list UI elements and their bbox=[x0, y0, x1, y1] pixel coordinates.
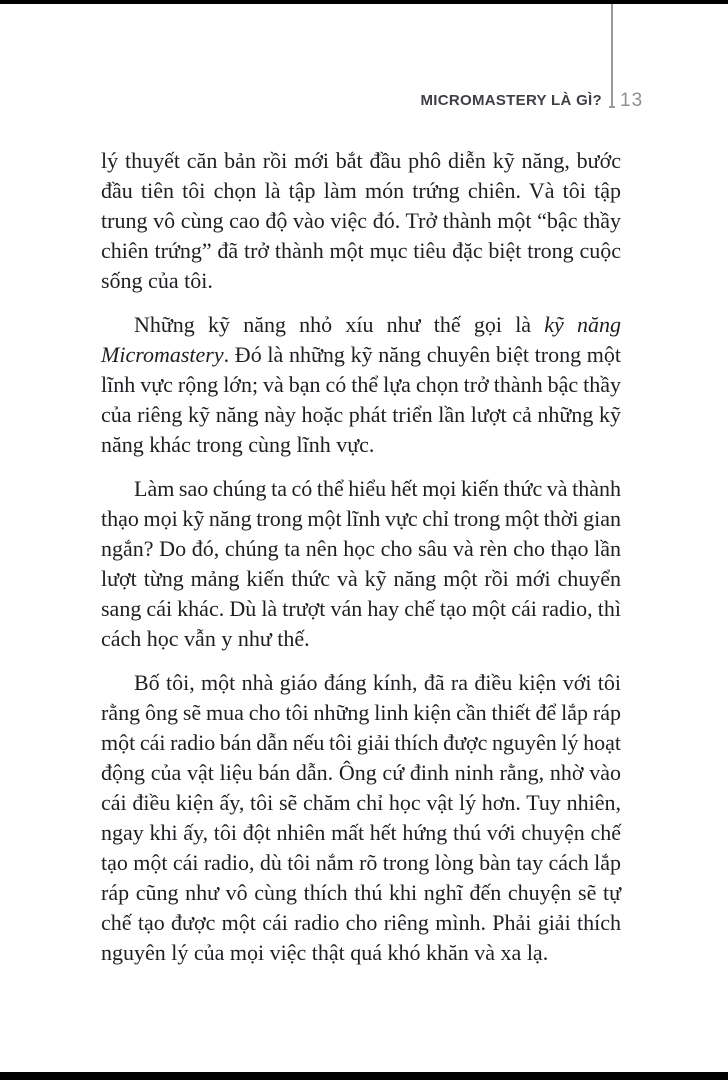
text-line bbox=[101, 668, 621, 698]
italic-text-segment: kỹ năng bbox=[544, 312, 621, 337]
running-title: MICROMASTERY LÀ GÌ? bbox=[420, 92, 602, 109]
text-segment: thạo mọi kỹ năng trong một lĩnh vực chỉ trong một thời gian bbox=[101, 506, 621, 531]
text-line bbox=[101, 430, 621, 460]
text-segment: Bố tôi, một nhà giáo đáng kính, đã ra điều kiện với tôi bbox=[134, 670, 621, 695]
text-line bbox=[101, 908, 621, 938]
text-segment: chiên trứng” đã trở thành một mục tiêu đặc biệt trong cuộc bbox=[101, 238, 621, 263]
page-edge-top-bar bbox=[0, 0, 728, 4]
text-segment: cách học vẫn y như thế. bbox=[101, 626, 310, 651]
text-segment: trung vô cùng cao độ vào việc đó. Trở thành một “bậc thầy bbox=[101, 208, 621, 233]
text-segment: lĩnh vực rộng lớn; và bạn có thể lựa chọn trở thành bậc thầy bbox=[101, 372, 621, 397]
text-segment: động của vật liệu bán dẫn. Ông cứ đinh ninh rằng, nhờ vào bbox=[101, 760, 621, 785]
text-line bbox=[101, 236, 621, 266]
text-segment: lý thuyết căn bản rồi mới bắt đầu phô diễn kỹ năng, bước bbox=[101, 148, 621, 173]
text-line bbox=[101, 728, 621, 758]
text-line bbox=[101, 624, 621, 654]
text-segment: tạo một cái radio, dù tôi nắm rõ trong lòng bàn tay cách lắp bbox=[101, 850, 621, 875]
text-segment: ngắn? Do đó, chúng ta nên học cho sâu và rèn cho thạo lần bbox=[101, 536, 621, 561]
text-line bbox=[101, 878, 621, 908]
text-line bbox=[101, 206, 621, 236]
text-line bbox=[101, 818, 621, 848]
text-line bbox=[101, 788, 621, 818]
text-segment: rằng ông sẽ mua cho tôi những linh kiện cần thiết để lắp ráp bbox=[101, 700, 621, 725]
text-segment: nguyên lý của mọi việc thật quá khó khăn và xa lạ. bbox=[101, 940, 549, 965]
text-line bbox=[101, 146, 621, 176]
paragraph bbox=[101, 668, 621, 968]
text-line bbox=[101, 848, 621, 878]
paragraph bbox=[101, 146, 621, 296]
text-line bbox=[101, 534, 621, 564]
text-line bbox=[101, 474, 621, 504]
text-segment: . Đó là những kỹ năng chuyên biệt trong một bbox=[223, 342, 621, 367]
text-line bbox=[101, 594, 621, 624]
text-line bbox=[101, 310, 621, 340]
text-line bbox=[101, 698, 621, 728]
text-line bbox=[101, 504, 621, 534]
body-text bbox=[101, 146, 621, 982]
text-segment: cái điều kiện ấy, tôi sẽ chăm chỉ học vật lý hơn. Tuy nhiên, bbox=[101, 790, 621, 815]
text-line bbox=[101, 938, 621, 968]
text-segment: sống của tôi. bbox=[101, 268, 213, 293]
text-line bbox=[101, 370, 621, 400]
page-number: 13 bbox=[620, 90, 644, 111]
page-edge-bottom-bar bbox=[0, 1072, 728, 1080]
text-line bbox=[101, 564, 621, 594]
text-segment: đầu tiên tôi chọn là tập làm món trứng chiên. Và tôi tập bbox=[101, 178, 621, 203]
italic-text-segment: Micromastery bbox=[101, 342, 224, 367]
text-segment: Làm sao chúng ta có thể hiểu hết mọi kiến thức và thành bbox=[134, 476, 621, 501]
header-divider bbox=[611, 4, 613, 108]
text-segment: sang cái khác. Dù là trượt ván hay chế tạo một cái radio, thì bbox=[101, 596, 621, 621]
text-segment: một cái radio bán dẫn nếu tôi giải thích được nguyên lý hoạt bbox=[101, 730, 621, 755]
text-segment: ngay khi ấy, tôi đột nhiên mất hết hứng thú với chuyện chế bbox=[101, 820, 621, 845]
text-segment: Những kỹ năng nhỏ xíu như thế gọi là bbox=[134, 312, 545, 337]
text-segment: của riêng kỹ năng này hoặc phát triển lần lượt cả những kỹ bbox=[101, 402, 621, 427]
text-line bbox=[101, 266, 621, 296]
text-segment: năng khác trong cùng lĩnh vực. bbox=[101, 432, 375, 457]
text-line bbox=[101, 758, 621, 788]
text-line bbox=[101, 340, 621, 370]
text-segment: chế tạo được một cái radio cho riêng mình. Phải giải thích bbox=[101, 910, 621, 935]
text-line bbox=[101, 176, 621, 206]
text-segment: ráp cũng như vô cùng thích thú khi nghĩ đến chuyện sẽ tự bbox=[101, 880, 621, 905]
text-segment: lượt từng mảng kiến thức và kỹ năng một rồi mới chuyển bbox=[101, 566, 621, 591]
paragraph bbox=[101, 310, 621, 460]
paragraph bbox=[101, 474, 621, 654]
text-line bbox=[101, 400, 621, 430]
